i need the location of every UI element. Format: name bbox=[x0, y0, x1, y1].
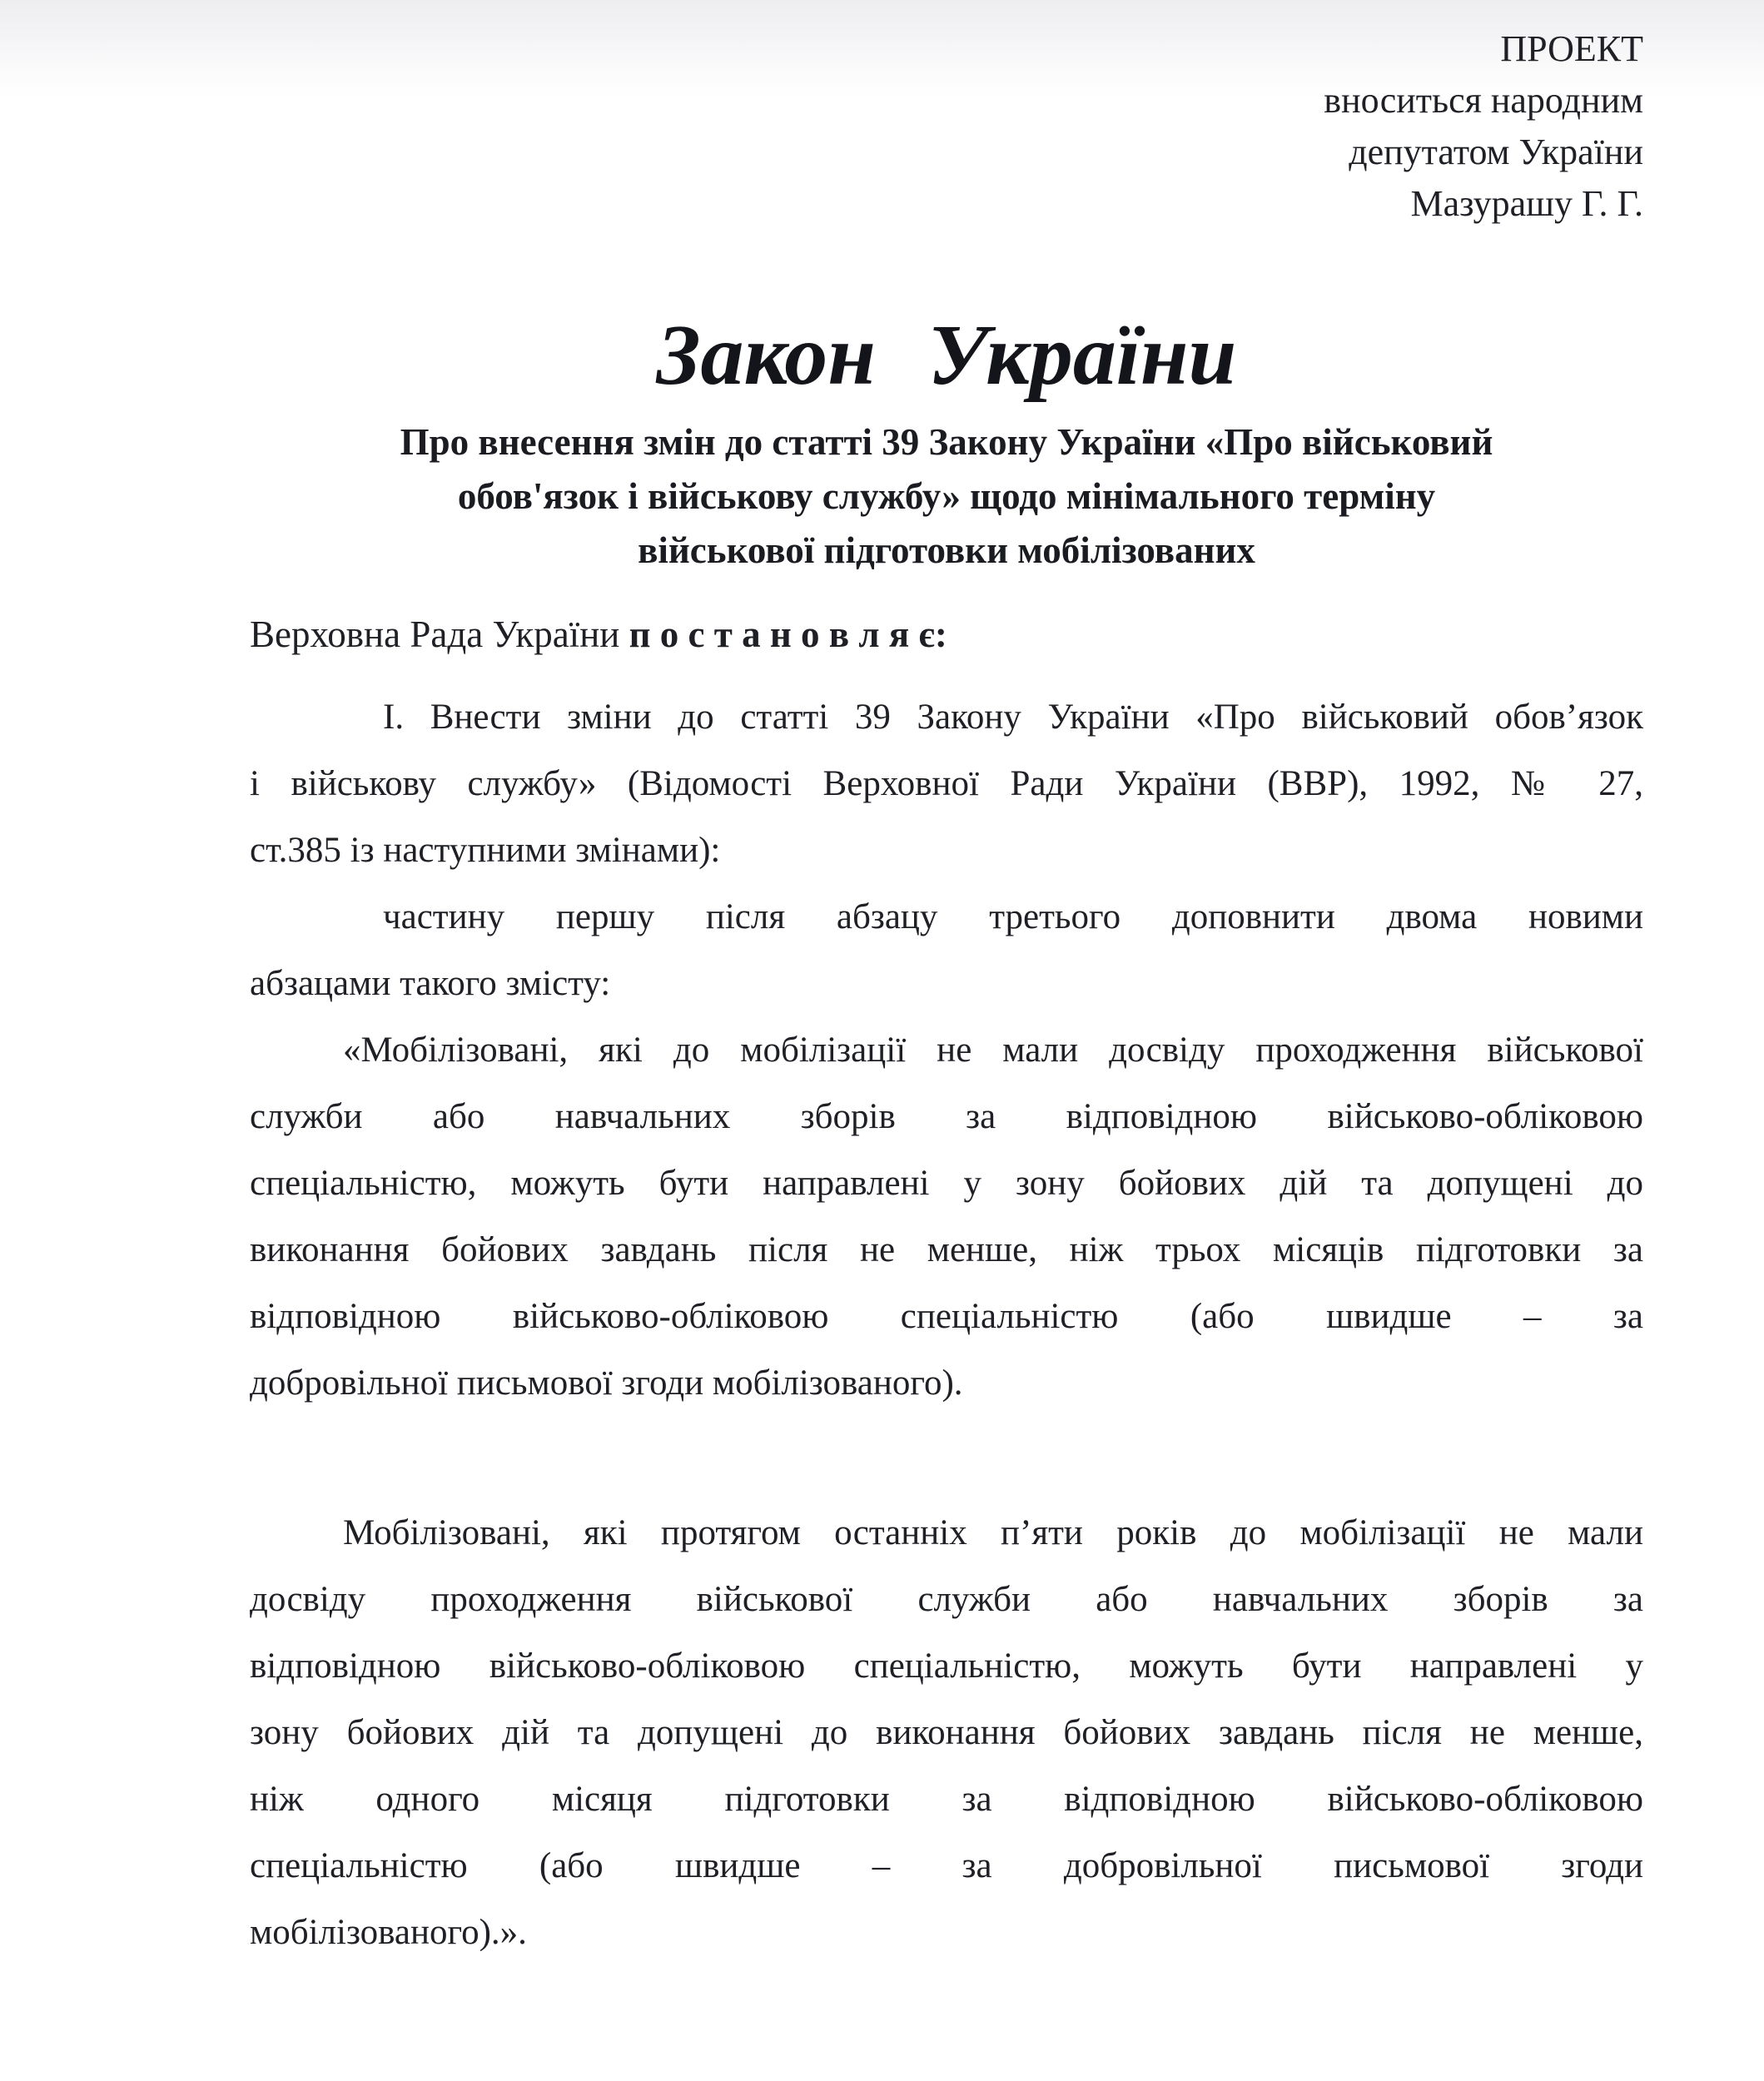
body-line: спеціальністю (або швидше – за добровільної письмової згоди bbox=[250, 1846, 1643, 1885]
body-line: добровільної письмової згоди мобілізованого). bbox=[250, 1363, 963, 1403]
body-line: відповідною військово-обліковою спеціальністю, можуть бути направлені у bbox=[250, 1646, 1643, 1686]
header-line: вноситься народним bbox=[1324, 80, 1643, 121]
body-paragraph bbox=[250, 884, 1643, 1017]
body-line: служби або навчальних зборів за відповідною військово-обліковою bbox=[250, 1097, 1643, 1136]
body-paragraph bbox=[250, 684, 1643, 884]
body-line: досвіду проходження військової служби або навчальних зборів за bbox=[250, 1580, 1643, 1619]
body-line: ніж одного місяця підготовки за відповідною військово-обліковою bbox=[250, 1780, 1643, 1819]
header-line: депутатом України bbox=[1349, 132, 1643, 172]
body-paragraph bbox=[250, 1500, 1643, 1966]
resolution-prefix: Верховна Рада України bbox=[250, 613, 629, 655]
header-block bbox=[250, 23, 1643, 230]
body-paragraph bbox=[250, 1017, 1643, 1417]
body-line: зону бойових дій та допущені до виконання бойових завдань після не менше, bbox=[250, 1713, 1643, 1752]
body bbox=[250, 684, 1643, 1966]
law-subtitle bbox=[250, 415, 1643, 578]
header-line: ПРОЕКТ bbox=[1500, 28, 1643, 69]
resolution-verb: п о с т а н о в л я є: bbox=[629, 613, 947, 655]
subtitle-line: обов'язок і військову службу» щодо мінімального терміну bbox=[457, 475, 1436, 517]
body-line: «Мобілізовані, які до мобілізації не мали досвіду проходження військової bbox=[343, 1031, 1643, 1070]
body-line: абзацами такого змісту: bbox=[250, 964, 611, 1003]
subtitle-line: військової підготовки мобілізованих bbox=[638, 529, 1255, 571]
body-line: І. Внести зміни до статті 39 Закону України «Про військовий обов’язок bbox=[383, 698, 1643, 737]
subtitle-line: Про внесення змін до статті 39 Закону України «Про військовий bbox=[400, 421, 1493, 463]
body-line: ст.385 із наступними змінами): bbox=[250, 831, 721, 870]
body-line: мобілізованого).». bbox=[250, 1913, 527, 1952]
header-line: Мазурашу Г. Г. bbox=[1410, 183, 1643, 224]
body-line: Мобілізовані, які протягом останніх п’яти років до мобілізації не мали bbox=[343, 1513, 1643, 1552]
law-title: Закон України bbox=[656, 307, 1237, 403]
body-line: і військову службу» (Відомості Верховної Ради України (ВВР), 1992, № 27, bbox=[250, 764, 1643, 803]
body-line: частину першу після абзацу третього доповнити двома новими bbox=[383, 897, 1643, 936]
body-line: спеціальністю, можуть бути направлені у зону бойових дій та допущені до bbox=[250, 1164, 1643, 1203]
body-line: виконання бойових завдань після не менше, ніж трьох місяців підготовки за bbox=[250, 1230, 1643, 1269]
body-line: відповідною військово-обліковою спеціальністю (або швидше – за bbox=[250, 1297, 1643, 1336]
resolution-line bbox=[250, 601, 1643, 668]
